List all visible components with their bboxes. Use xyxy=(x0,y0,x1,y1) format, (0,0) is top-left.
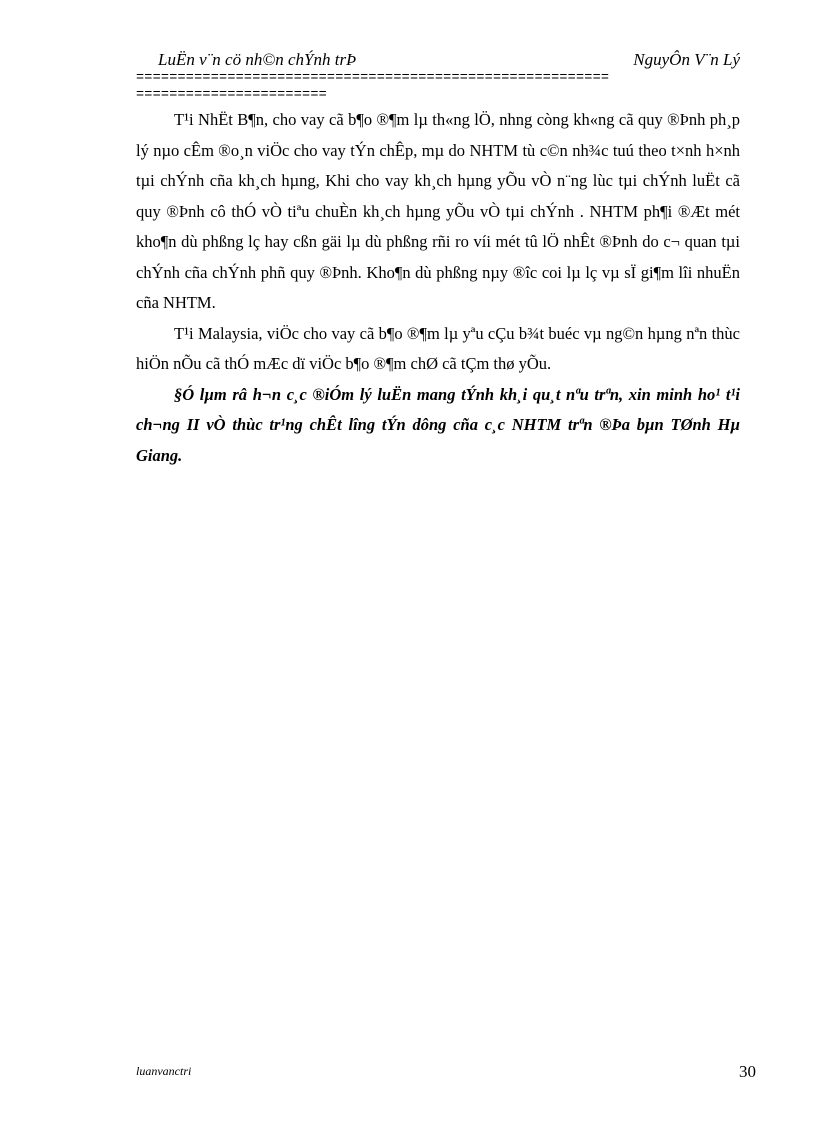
header-title: LuËn v¨n cö nh©n chÝnh trÞ xyxy=(158,50,357,69)
running-header xyxy=(158,50,740,72)
page-number: 30 xyxy=(739,1062,756,1081)
header-rule-line-2: ======================= xyxy=(136,88,327,103)
body-text xyxy=(136,105,740,471)
paragraph-malaysia: T¹i Malaysia, viÖc cho vay cã b¶o ®¶m lµ yªu cÇu b¾t buéc vµ ng©n hµng nªn thùc hiÖn nÕu cã thÓ mÆc dï viÖc b¶o ®¶m chØ cã tÇm thø yÕu. xyxy=(136,323,740,373)
footer-site: luanvanctri xyxy=(136,1064,192,1078)
paragraph-japan: T¹i NhËt B¶n, cho vay cã b¶o ®¶m lµ th«ng lÖ, nhng còng kh«ng cã quy ®Þnh ph¸p lý nµo cÊm ®o¸n viÖc cho vay tÝn chÊp, mµ do NHTM tù c©n nh¾c tuú theo t×nh h×nh tµi chÝnh cña kh¸ch hµng, Khi cho vay kh¸ch hµng yÕu vÒ n¨ng lùc tµi chÝnh luËt cã quy ®Þnh cô thÓ vÒ tiªu chuÈn kh¸ch hµng yÕu vÒ tµi chÝnh . NHTM ph¶i ®Æt mét kho¶n dù phßng lç hay cßn gäi lµ dù phßng rñi ro víi mét tû lÖ nhÊt ®Þnh do c¬ quan tµi chÝnh cña chÝnh phñ quy ®Þnh. Kho¶n dù phßng nµy ®îc coi lµ lç vµ sÏ gi¶m lîi nhuËn cña NHTM. xyxy=(136,110,740,312)
header-author: NguyÔn V¨n Lý xyxy=(633,50,740,69)
paragraph-transition: §Ó lµm râ h¬n c¸c ®iÓm lý luËn mang tÝnh kh¸i qu¸t nªu trªn, xin minh ho¹ t¹i ch¬ng II vÒ thùc tr¹ng chÊt lîng tÝn dông cña c¸c NHTM trªn ®Þa bµn TØnh Hµ Giang. xyxy=(136,384,740,465)
header-rule-line-1: ========================================================= xyxy=(136,71,610,86)
